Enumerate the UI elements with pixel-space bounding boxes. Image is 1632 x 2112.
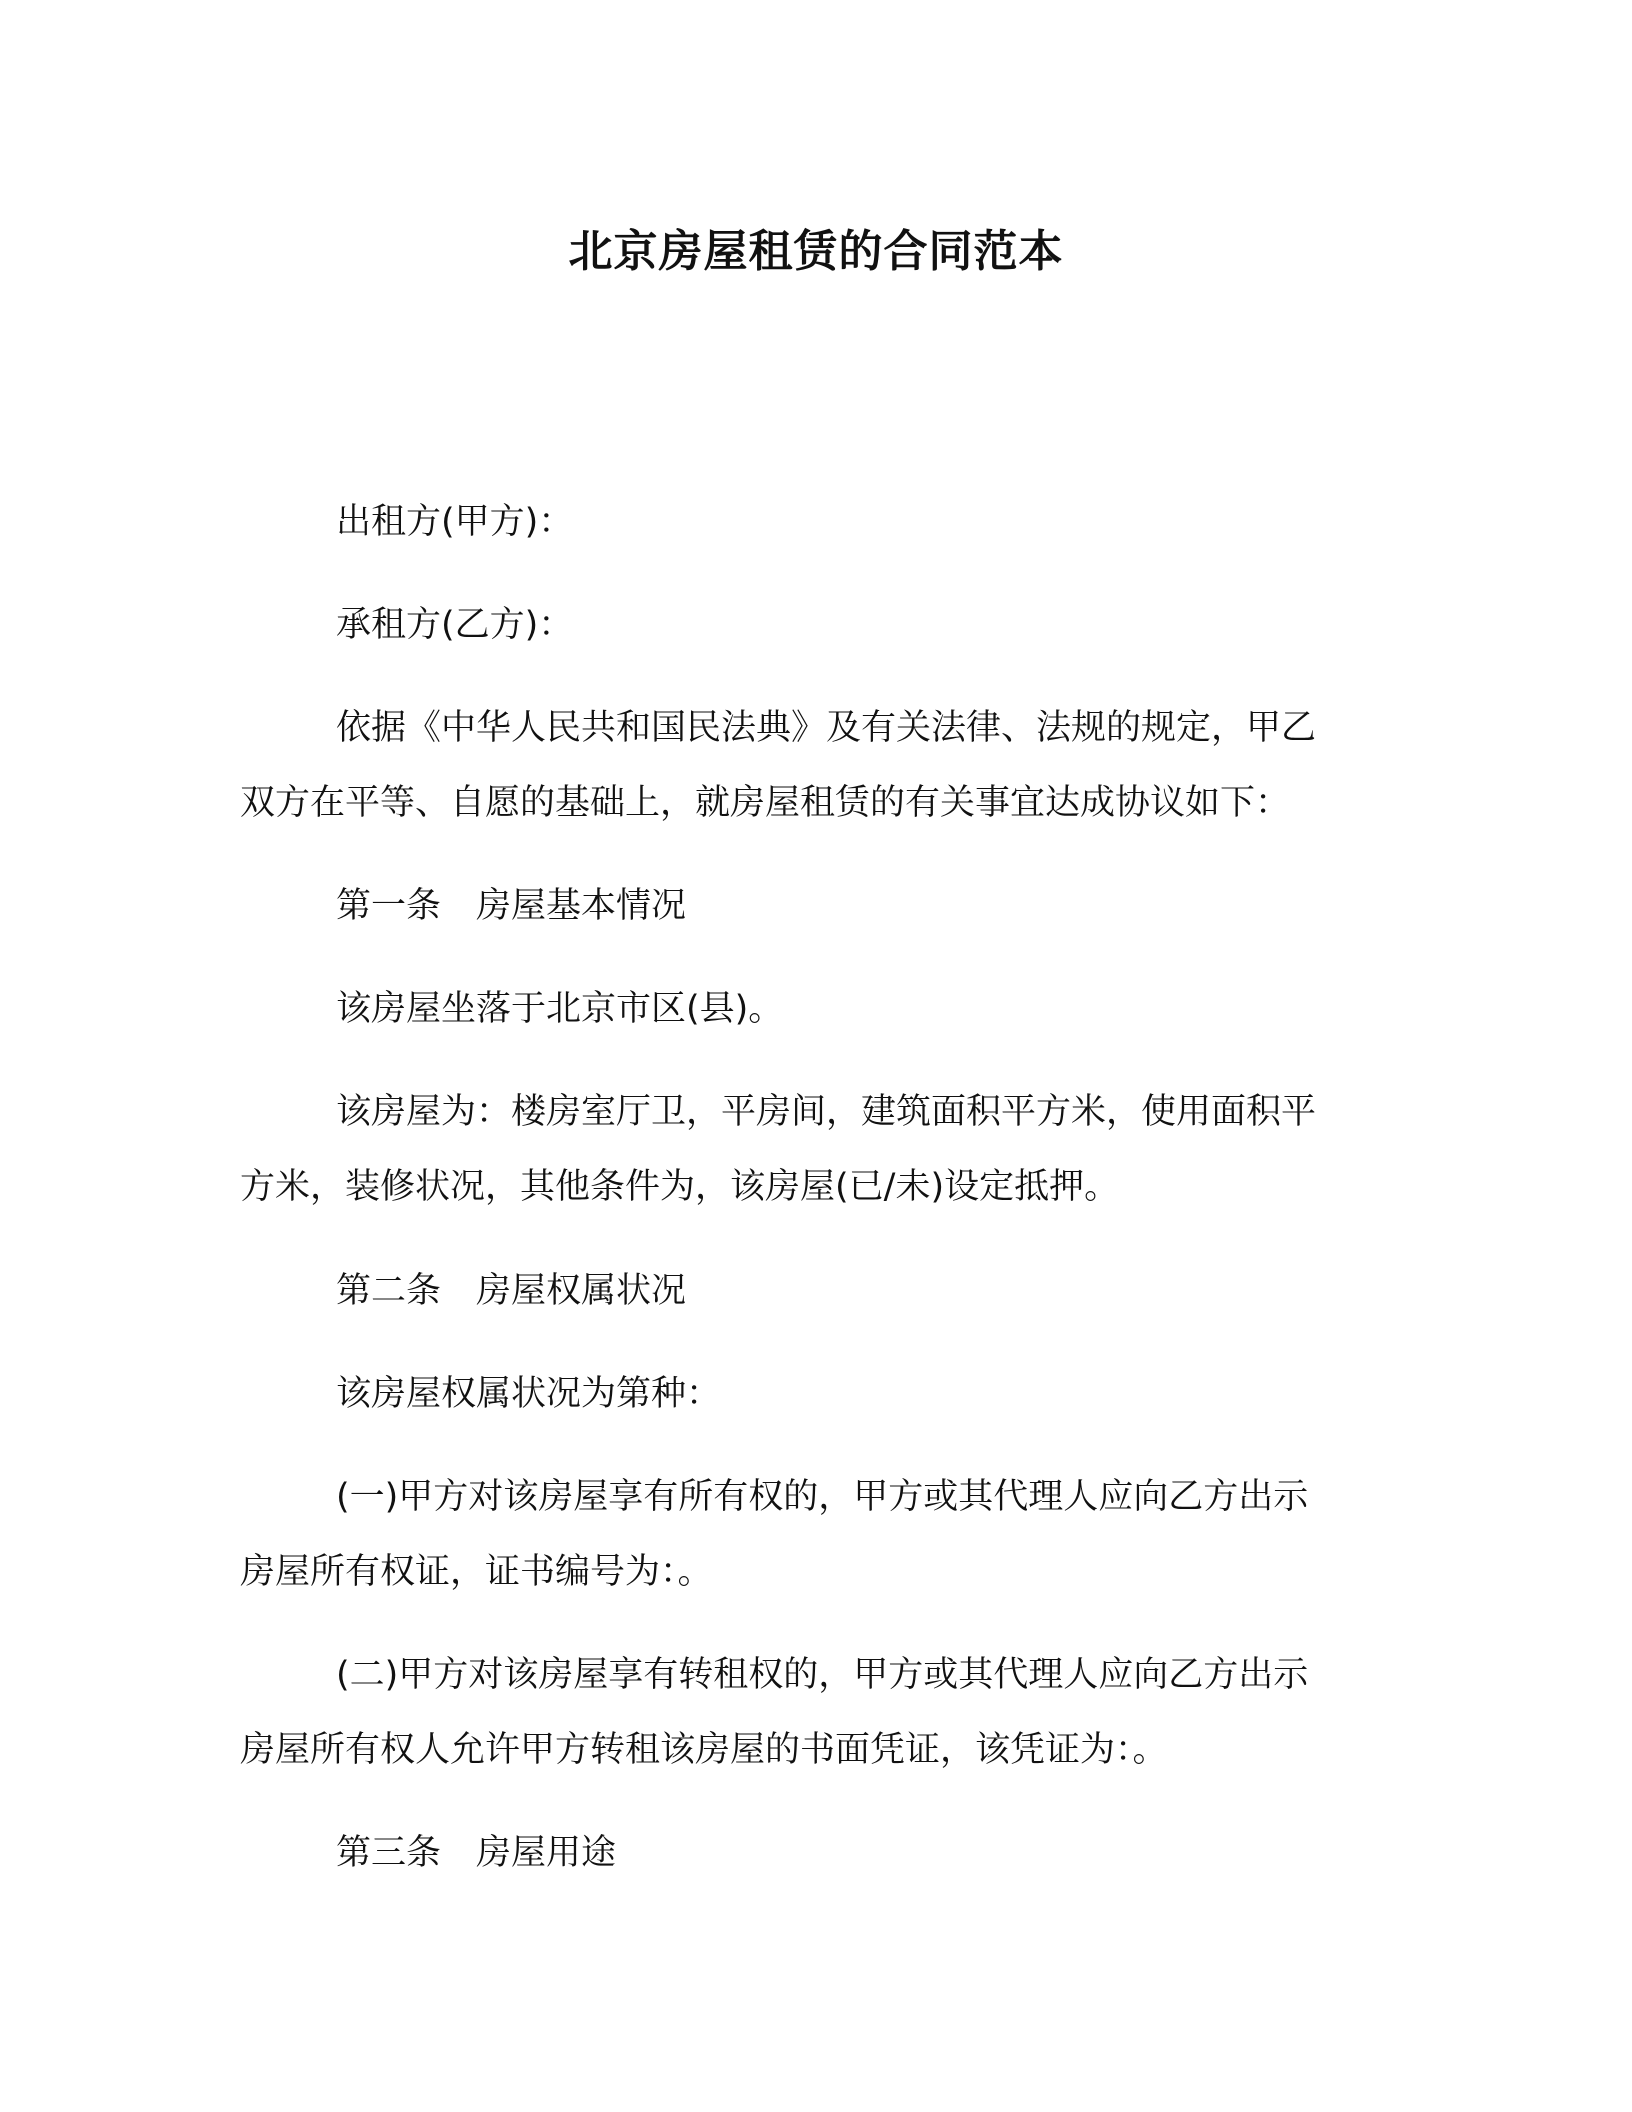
article-1-details-line-2: 方米，装修状况，其他条件为，该房屋(已/未)设定抵押。 <box>240 1167 1120 1207</box>
article-2-intro: 该房屋权属状况为第种： <box>336 1374 722 1414</box>
article-1-details-line-1: 该房屋为：楼房室厅卫，平房间，建筑面积平方米，使用面积平 <box>336 1092 1317 1132</box>
article-1-heading: 第一条 房屋基本情况 <box>336 886 687 926</box>
preamble-line-1: 依据《中华人民共和国民法典》及有关法律、法规的规定，甲乙 <box>336 708 1317 748</box>
preamble-line-2: 双方在平等、自愿的基础上，就房屋租赁的有关事宜达成协议如下： <box>240 783 1291 823</box>
article-2-item-2-line-2: 房屋所有权人允许甲方转租该房屋的书面凭证，该凭证为：。 <box>240 1730 1168 1770</box>
document-title: 北京房屋租赁的合同范本 <box>568 226 1064 277</box>
article-2-item-1-line-2: 房屋所有权证，证书编号为：。 <box>240 1552 713 1592</box>
article-2-item-2-line-1: (二)甲方对该房屋享有转租权的，甲方或其代理人应向乙方出示 <box>336 1655 1309 1695</box>
lessee-line: 承租方(乙方)： <box>336 605 574 645</box>
article-3-heading: 第三条 房屋用途 <box>336 1833 617 1873</box>
lessor-line: 出租方(甲方)： <box>336 502 574 542</box>
article-2-heading: 第二条 房屋权属状况 <box>336 1271 687 1311</box>
article-1-location: 该房屋坐落于北京市区(县)。 <box>336 989 784 1029</box>
article-2-item-1-line-1: (一)甲方对该房屋享有所有权的，甲方或其代理人应向乙方出示 <box>336 1477 1309 1517</box>
